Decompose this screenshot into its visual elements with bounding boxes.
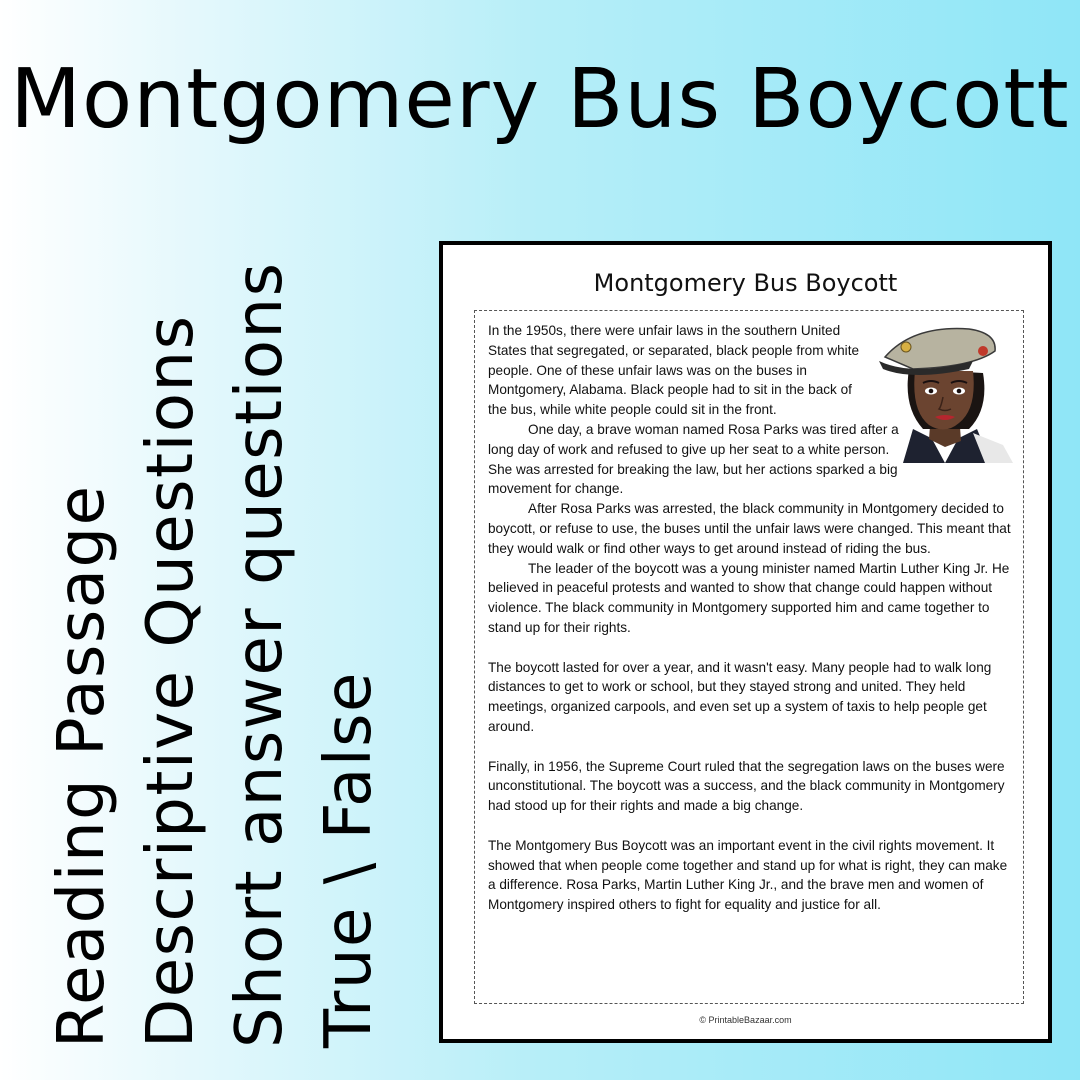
worksheet-title: Montgomery Bus Boycott bbox=[593, 269, 898, 297]
passage-paragraph: The leader of the boycott was a young minister named Martin Luther King Jr. He believed in peaceful protests and wanted to show that change could happen without violence. The black community in Montgomery supported him and came together to stand up for their rights. bbox=[488, 560, 1010, 635]
feature-list bbox=[38, 261, 394, 1048]
passage-paragraph: In the 1950s, there were unfair laws in the southern United States that segregated, or separated, black people from white people. One of these unfair laws was on the buses in Montgomery, Alabama. Black people had to sit in the back of the bus, while white people could sit in the front. bbox=[488, 323, 860, 418]
feature-short-answer-questions: Short answer questions bbox=[223, 261, 297, 1048]
passage-box bbox=[474, 310, 1024, 1004]
reading-passage bbox=[488, 321, 1016, 915]
passage-paragraph: Finally, in 1956, the Supreme Court ruled that the segregation laws on the buses were unconstitutional. The boycott was a success, and the black community in Montgomery had stood up for their rights and made a big change. bbox=[488, 758, 1005, 814]
copyright-footer: © PrintableBazaar.com bbox=[699, 1015, 792, 1025]
page-title: Montgomery Bus Boycott bbox=[10, 52, 1070, 147]
passage-paragraph: One day, a brave woman named Rosa Parks was tired after a long day of work and refused to give up her seat to a white person. She was arrested for breaking the law, but her actions sparked a big movement for change. bbox=[488, 421, 899, 497]
passage-paragraph: After Rosa Parks was arrested, the black community in Montgomery decided to boycott, or refuse to use, the buses until the unfair laws were changed. This meant that they would walk or find other ways to get around instead of riding the bus. bbox=[488, 501, 1011, 556]
worksheet-preview bbox=[439, 241, 1052, 1043]
passage-paragraph: The Montgomery Bus Boycott was an important event in the civil rights movement. It showed that when people come together and stand up for what is right, they can make a difference. Rosa Parks, Martin Luther King Jr., and the brave men and women of Montgomery inspired others to fight for equality and justice for all. bbox=[488, 837, 1008, 913]
feature-reading-passage: Reading Passage bbox=[45, 484, 119, 1048]
feature-true-false: True \ False bbox=[312, 671, 386, 1048]
feature-descriptive-questions: Descriptive Questions bbox=[134, 314, 208, 1048]
passage-paragraph: The boycott lasted for over a year, and it wasn't easy. Many people had to walk long distances to get to work or school, but they stayed strong and united. They held meetings, organized carpools, and even set up a system of taxis to help people get around. bbox=[488, 659, 992, 734]
